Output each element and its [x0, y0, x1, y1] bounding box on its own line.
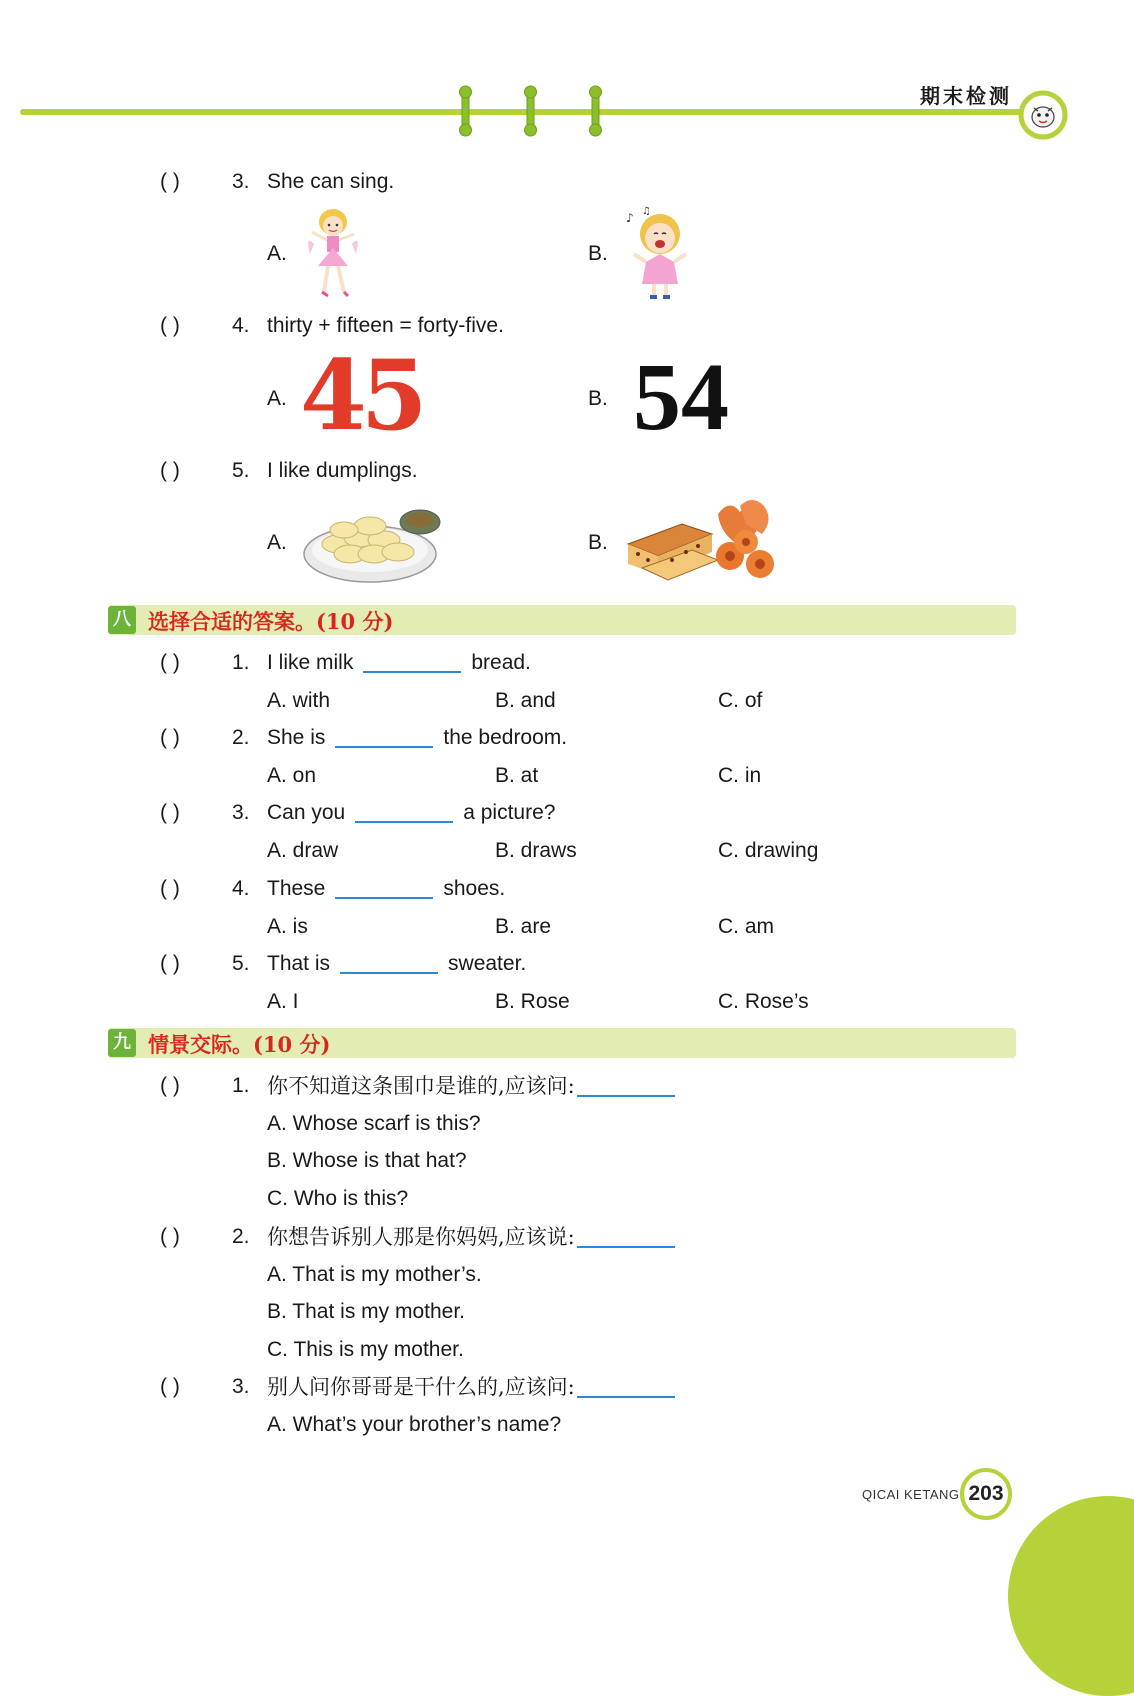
- sentence-after: sweater.: [448, 952, 527, 975]
- sentence-after: the bedroom.: [443, 726, 568, 749]
- prompt-text: 你不知道这条围巾是谁的,应该问:: [267, 1074, 575, 1098]
- question-sentence: [267, 951, 526, 977]
- number-45-picture[interactable]: 45: [300, 339, 422, 452]
- option-a[interactable]: A. What’s your brother’s name?: [267, 1413, 562, 1436]
- option-a[interactable]: A. draw: [267, 839, 339, 862]
- answer-blank[interactable]: [335, 877, 433, 899]
- sentence-before: I like milk: [267, 651, 354, 674]
- answer-paren[interactable]: ( ): [160, 459, 180, 482]
- question-number: 3.: [232, 1375, 250, 1398]
- answer-blank[interactable]: [363, 651, 461, 673]
- option-c[interactable]: C. am: [718, 915, 775, 938]
- option-a[interactable]: A. That is my mother’s.: [267, 1263, 482, 1286]
- option-b[interactable]: B. draws: [495, 839, 577, 862]
- sentence-after: bread.: [471, 651, 531, 674]
- answer-blank[interactable]: [335, 726, 433, 748]
- svg-text:♫: ♫: [642, 206, 651, 217]
- option-b[interactable]: B. at: [495, 764, 539, 787]
- answer-paren[interactable]: ( ): [160, 651, 180, 674]
- answer-paren[interactable]: ( ): [160, 314, 180, 337]
- dancing-girl-picture[interactable]: [300, 204, 366, 300]
- option-b[interactable]: B. and: [495, 689, 556, 712]
- section-9-title: 情景交际。(10 分): [148, 1032, 331, 1057]
- option-a[interactable]: A. I: [267, 990, 299, 1013]
- dumplings-picture[interactable]: [300, 494, 445, 588]
- option-b[interactable]: B. Whose is that hat?: [267, 1149, 467, 1172]
- sentence-before: She is: [267, 726, 326, 749]
- footer-brand: QICAI KETANG: [862, 1487, 960, 1502]
- question-number: 1.: [232, 651, 250, 674]
- question-number: 5.: [232, 952, 250, 975]
- question-number: 1.: [232, 1074, 250, 1097]
- question-prompt: [267, 1224, 685, 1251]
- option-c[interactable]: C. in: [718, 764, 762, 787]
- option-c[interactable]: C. Rose’s: [718, 990, 809, 1013]
- question-number: 3.: [232, 801, 250, 824]
- option-c[interactable]: C. This is my mother.: [267, 1338, 464, 1361]
- answer-paren[interactable]: ( ): [160, 1225, 180, 1248]
- answer-blank[interactable]: [577, 1226, 675, 1248]
- question-prompt: [267, 1073, 685, 1100]
- question-number: 2.: [232, 1225, 250, 1248]
- option-a[interactable]: A. is: [267, 915, 308, 938]
- answer-blank[interactable]: [577, 1075, 675, 1097]
- section-8-title: 选择合适的答案。(10 分): [148, 609, 394, 634]
- sentence-before: That is: [267, 952, 331, 975]
- answer-blank[interactable]: [355, 801, 453, 823]
- option-b-label: B.: [588, 531, 608, 554]
- mascot-icon: [1018, 90, 1068, 140]
- option-b-label: B.: [588, 242, 608, 265]
- question-number: 3.: [232, 170, 250, 193]
- answer-blank[interactable]: [340, 952, 438, 974]
- option-c[interactable]: C. of: [718, 689, 763, 712]
- prompt-text: 你想告诉别人那是你妈妈,应该说:: [267, 1225, 575, 1249]
- option-b[interactable]: B. That is my mother.: [267, 1300, 466, 1323]
- question-sentence: [267, 800, 555, 826]
- number-54-picture[interactable]: 54: [633, 343, 729, 450]
- option-a[interactable]: A. on: [267, 764, 317, 787]
- option-a[interactable]: A. Whose scarf is this?: [267, 1112, 481, 1135]
- sentence-before: These: [267, 877, 326, 900]
- singing-girl-picture[interactable]: [622, 204, 692, 302]
- prompt-text: 别人问你哥哥是干什么的,应该问:: [267, 1375, 575, 1399]
- option-c[interactable]: C. drawing: [718, 839, 819, 862]
- question-number: 4.: [232, 877, 250, 900]
- sentence-after: shoes.: [443, 877, 506, 900]
- question-sentence: [267, 725, 567, 751]
- answer-paren[interactable]: ( ): [160, 801, 180, 824]
- answer-paren[interactable]: ( ): [160, 726, 180, 749]
- sentence-after: a picture?: [463, 801, 556, 824]
- page-number: 203: [960, 1468, 1012, 1520]
- question-prompt: [267, 1374, 685, 1401]
- question-number: 2.: [232, 726, 250, 749]
- question-number: 4.: [232, 314, 250, 337]
- answer-paren[interactable]: ( ): [160, 877, 180, 900]
- answer-paren[interactable]: ( ): [160, 1375, 180, 1398]
- question-text: She can sing.: [267, 170, 395, 193]
- question-sentence: [267, 876, 505, 902]
- option-a-label: A.: [267, 531, 287, 554]
- option-b[interactable]: B. are: [495, 915, 552, 938]
- option-a-label: A.: [267, 242, 287, 265]
- answer-paren[interactable]: ( ): [160, 170, 180, 193]
- binder-rings-icon: [450, 82, 610, 140]
- question-number: 5.: [232, 459, 250, 482]
- question-text: thirty + fifteen = forty-five.: [267, 314, 504, 337]
- option-a-label: A.: [267, 387, 287, 410]
- answer-paren[interactable]: ( ): [160, 952, 180, 975]
- header-title: 期末检测: [920, 84, 1012, 108]
- svg-text:♪: ♪: [626, 211, 634, 225]
- sentence-before: Can you: [267, 801, 346, 824]
- section-8-number: 八: [108, 606, 136, 634]
- question-text: I like dumplings.: [267, 459, 418, 482]
- option-b-label: B.: [588, 387, 608, 410]
- option-c[interactable]: C. Who is this?: [267, 1187, 409, 1210]
- question-sentence: [267, 650, 531, 676]
- corner-decoration: [1008, 1496, 1134, 1696]
- option-a[interactable]: A. with: [267, 689, 331, 712]
- section-9-number: 九: [108, 1029, 136, 1057]
- bread-and-cakes-picture[interactable]: [622, 494, 782, 588]
- answer-blank[interactable]: [577, 1376, 675, 1398]
- answer-paren[interactable]: ( ): [160, 1074, 180, 1097]
- option-b[interactable]: B. Rose: [495, 990, 570, 1013]
